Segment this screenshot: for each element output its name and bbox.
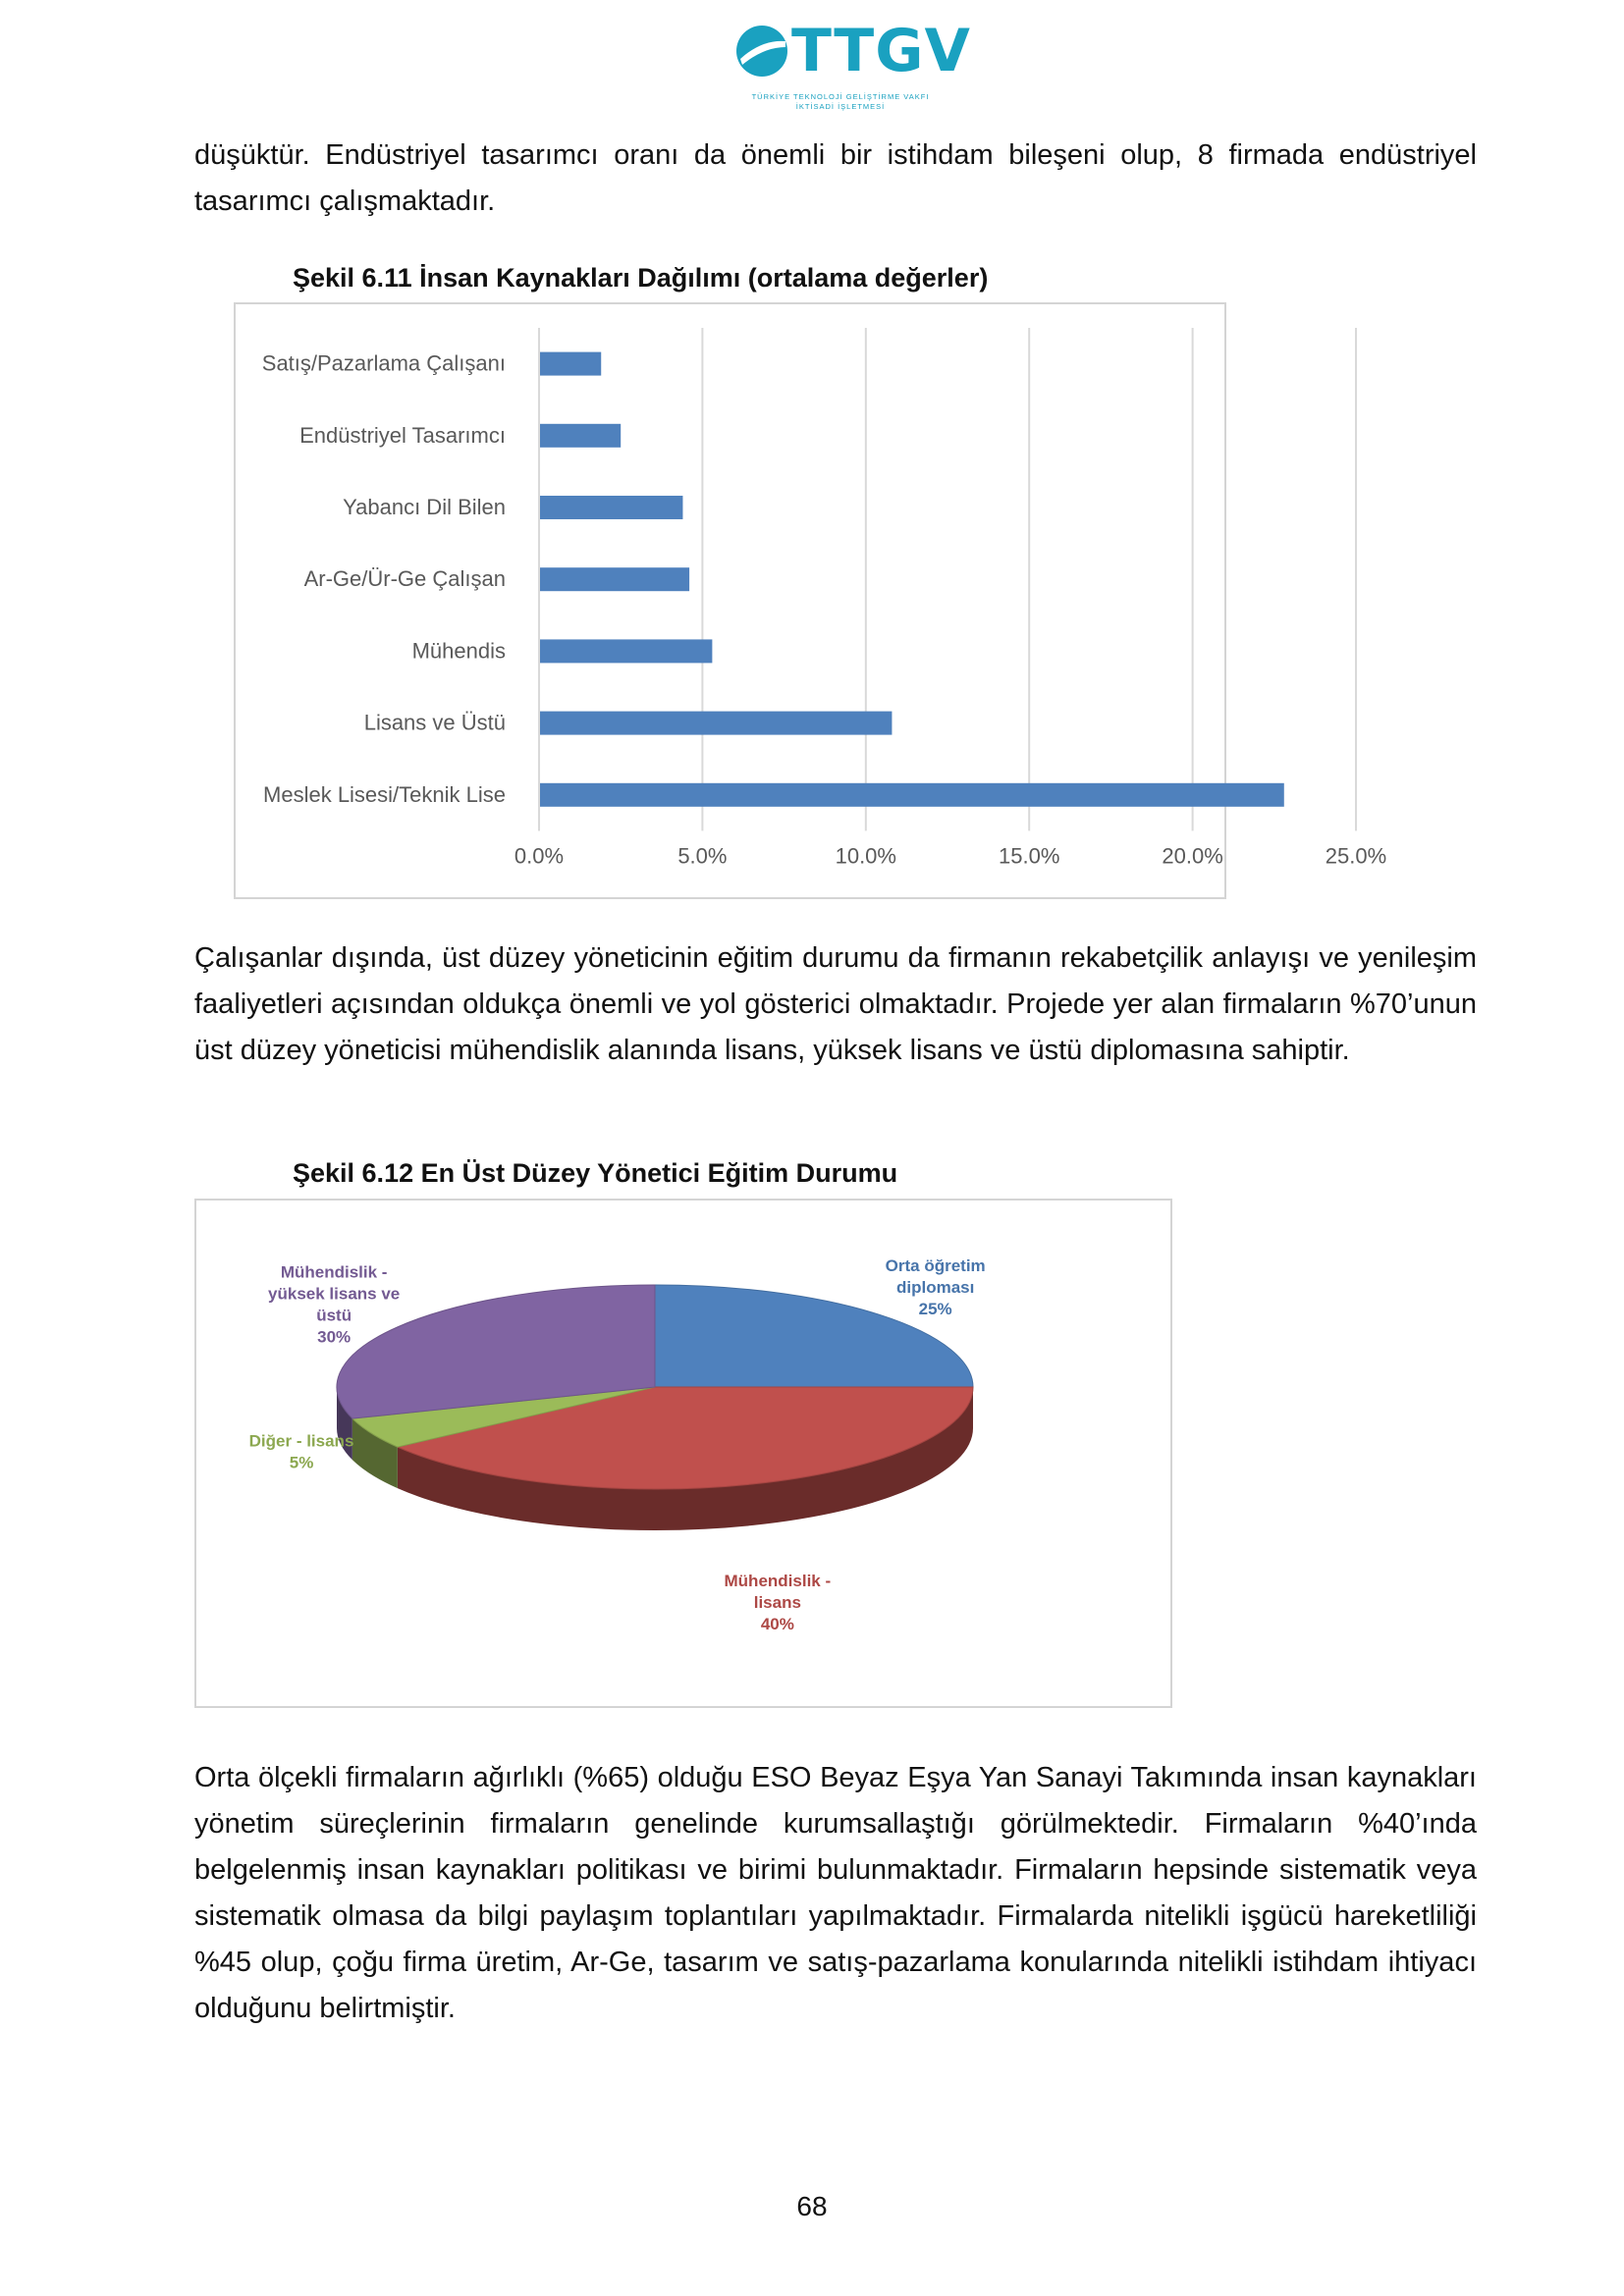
page-number: 68 (796, 2191, 828, 2221)
x-tick-label: 20.0% (1162, 843, 1223, 869)
bar-chart (236, 304, 1387, 897)
paragraph-3: Orta ölçekli firmaların ağırlıklı (%65) olduğu ESO Beyaz Eşya Yan Sanayi Takımında insan kaynakları yönetim süreçlerinin firmaların genelinde kurumsallaştığı görülmektedir. Firmaların %40’ında belgelenmiş insan kaynakları politikası ve birimi bulunmaktadır. Firmaların hepsinde sistematik veya sistematik olmasa da bilgi paylaşım toplantıları yapılmaktadır. Firmalarda nitelikli işgücü hareketliliği %45 olup, çoğu firma üretim, Ar-Ge, tasarım ve satış-pazarlama konularında nitelikli istihdam ihtiyacı olduğunu belirtmiştir. (194, 1762, 1477, 2024)
pie-slice-label (268, 1262, 400, 1346)
pie-slice-label-line: Mühendislik - (724, 1571, 832, 1590)
bar (539, 352, 601, 376)
x-tick-label: 5.0% (677, 843, 728, 869)
paragraph-1: düşüktür. Endüstriyel tasarımcı oranı da önemli bir istihdam bileşeni olup, 8 firmada endüstriyel tasarımcı çalışmaktadır. (194, 139, 1477, 217)
pie-chart (196, 1201, 1170, 1706)
bar (539, 496, 682, 519)
pie-slice-label-line: 30% (317, 1327, 352, 1347)
pie-chart-frame (194, 1199, 1172, 1708)
pie-slice-label-line: 5% (289, 1453, 314, 1472)
x-tick-label: 10.0% (835, 843, 896, 869)
figure-caption-6-12: Şekil 6.12 En Üst Düzey Yönetici Eğitim Durumu (293, 1158, 898, 1188)
pie-slice-label (249, 1431, 354, 1471)
pie-slice-label-line: diploması (895, 1278, 975, 1298)
bar (539, 424, 621, 448)
logo-subtitle-line1: TÜRKİYE TEKNOLOJİ GELİŞTİRME VAKFI (751, 92, 930, 101)
category-label: Ar-Ge/Ür-Ge Çalışan (303, 566, 506, 592)
category-label: Yabancı Dil Bilen (343, 495, 506, 519)
x-tick-label: 0.0% (514, 843, 565, 869)
bar (539, 567, 689, 591)
bar (539, 712, 892, 735)
bar (539, 783, 1284, 807)
category-label: Satış/Pazarlama Çalışanı (261, 350, 506, 376)
logo-text: TTGV (791, 17, 971, 85)
category-label: Lisans ve Üstü (363, 710, 506, 735)
logo-subtitle-line2: İKTİSADİ İŞLETMESİ (795, 102, 886, 111)
x-tick-label: 25.0% (1325, 843, 1387, 869)
pie-slice-label-line: Mühendislik - (280, 1262, 388, 1282)
pie-slice-label-line: Diğer - lisans (248, 1431, 354, 1451)
pie-slice-label-line: yüksek lisans ve (268, 1284, 401, 1304)
pie-slice-label-line: Orta öğretim (885, 1256, 986, 1276)
pie-top (337, 1285, 973, 1489)
paragraph-2: Çalışanlar dışında, üst düzey yöneticinin eğitim durumu da firmanın rekabetçilik anlayışı ve yenileşim faaliyetleri açısından oldukça önemli ve yol gösterici olmaktadır. Projede yer alan firmaların %70’unun üst düzey yöneticisi mühendislik alanında lisans, yüksek lisans ve üstü diplomasına sahiptir. (194, 942, 1477, 1066)
pie-slice-label-line: 40% (760, 1614, 794, 1633)
category-label: Meslek Lisesi/Teknik Lise (263, 781, 506, 807)
pie-slice-label (886, 1256, 986, 1318)
bar-chart-frame (234, 302, 1387, 899)
pie-slice-label (725, 1572, 832, 1633)
category-label: Mühendis (411, 638, 506, 664)
figure-caption-6-11: Şekil 6.11 İnsan Kaynakları Dağılımı (ortalama değerler) (293, 263, 989, 293)
pie-slice-label-line: üstü (316, 1306, 352, 1325)
bar (539, 639, 712, 663)
pie-slice-label-line: 25% (918, 1300, 952, 1319)
pie-slice-label-line: lisans (753, 1592, 801, 1612)
category-label: Endüstriyel Tasarımcı (299, 422, 506, 448)
x-tick-label: 15.0% (999, 843, 1060, 869)
